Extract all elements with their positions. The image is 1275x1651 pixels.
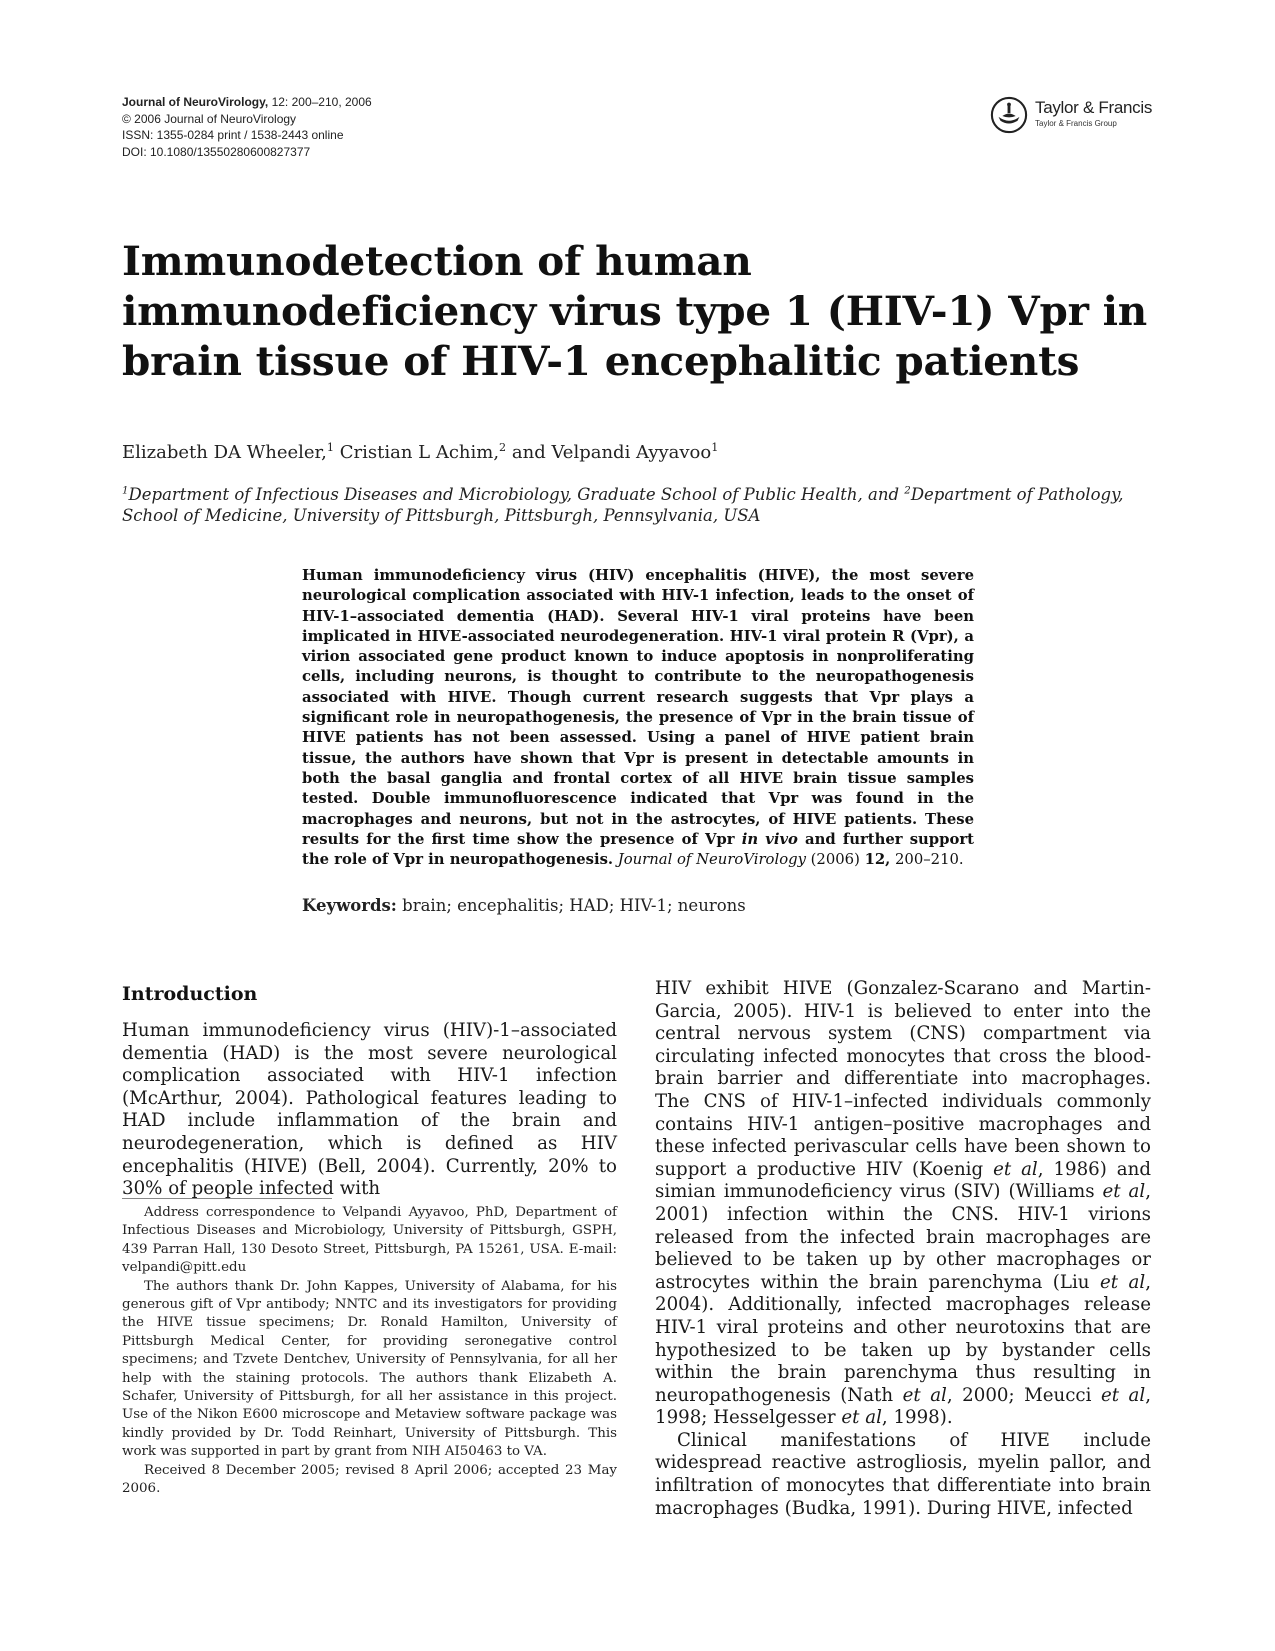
journal-volume: 12: 200–210, 2006 <box>268 95 372 109</box>
et-al: et al <box>1100 1384 1146 1406</box>
journal-header <box>122 94 372 160</box>
affiliation-1: Department of Infectious Diseases and Microbiology, Graduate School of Public Health, and <box>128 485 905 504</box>
author-2-affiliation: 2 <box>499 441 507 454</box>
text-run: HIV exhibit HIVE (Gonzalez-Scarano and Martin-Garcia, 2005). HIV-1 is believed to enter into the central nervous system (CNS) compartment via circulating infected monocytes that cross the blood-brain barrier and differentiate into macrophages. The CNS of HIV-1–infected individuals commonly contains HIV-1 antigen–positive macrophages and these infected perivascular cells have been shown to support a productive HIV (Koenig <box>655 978 1151 1180</box>
footnote-correspondence: Address correspondence to Velpandi Ayyavoo, PhD, Department of Infectious Diseases and Microbiology, University of Pittsburgh, GSPH, 439 Parran Hall, 130 Desoto Street, Pittsburgh, PA 15261, USA. E-mail: velpandi@pitt.edu <box>122 1205 617 1276</box>
footnote-acknowledgments: The authors thank Dr. John Kappes, University of Alabama, for his generous gift of Vpr antibody; NNTC and its investigators for providing the HIVE tissue specimens; Dr. Ronald Hamilton, University of Pittsburgh Medical Center, for providing seronegative control specimens; and Tzvete Dentchev, University of Pennsylvania, for all her help with the staining protocols. The authors thank Elizabeth A. Schafer, University of Pittsburgh, for all her assistance in this project. Use of the Nikon E600 microscope and Metaview software package was kindly provided by Dr. Todd Reinhart, University of Pittsburgh. This work was supported in part by grant from NIH AI50463 to VA. <box>122 1278 617 1460</box>
abstract-body: Human immunodeficiency virus (HIV) encephalitis (HIVE), the most severe neurological complication associated with HIV-1 infection, leads to the onset of HIV-1–associated dementia (HAD). Several HIV-1 viral proteins have been implicated in HIVE-associated neurodegeneration. HIV-1 viral protein R (Vpr), a virion associated gene product known to induce apoptosis in nonproliferating cells, including neurons, is thought to contribute to the neuropathogenesis associated with HIVE. Though current research suggests that Vpr plays a significant role in neuropathogenesis, the presence of Vpr in the brain tissue of HIVE patients has not been assessed. Using a panel of HIVE patient brain tissue, the authors have shown that Vpr is present in detectable amounts in both the basal ganglia and frontal cortex of all HIVE brain tissue samples tested. Double immunofluorescence indicated that Vpr was found in the macrophages and neurons, but not in the astrocytes, of HIVE patients. These results for the first time show the presence of Vpr <box>302 567 974 848</box>
footnotes <box>122 1204 617 1499</box>
et-al: et al <box>993 1158 1038 1180</box>
intro-column-right <box>655 978 1151 1520</box>
affiliation-2-mark: 2 <box>904 485 911 497</box>
et-al: et al <box>902 1384 947 1406</box>
keywords <box>302 895 746 917</box>
publisher-group: Taylor & Francis Group <box>1035 119 1117 128</box>
abstract-in-vivo: in vivo <box>741 830 798 848</box>
affiliation-1-mark: 1 <box>122 485 129 497</box>
text-run: , 1998). <box>881 1407 953 1429</box>
publisher-logo <box>990 92 1160 142</box>
author-1: Elizabeth DA Wheeler, <box>122 442 327 463</box>
keywords-label: Keywords: <box>302 896 397 915</box>
author-1-affiliation: 1 <box>326 441 335 454</box>
footnote-received: Received 8 December 2005; revised 8 April 2006; accepted 23 May 2006. <box>122 1462 617 1497</box>
intro-paragraph-right-1 <box>655 978 1151 1430</box>
journal-name: Journal of NeuroVirology, <box>122 95 269 109</box>
taylor-francis-logo-icon <box>990 96 1028 134</box>
author-2: Cristian L Achim, <box>334 442 500 463</box>
section-heading-introduction: Introduction <box>122 983 258 1005</box>
et-al: et al <box>1099 1271 1146 1293</box>
copyright-line: © 2006 Journal of NeuroVirology <box>122 111 297 126</box>
author-3-affiliation: 1 <box>711 441 719 454</box>
abstract <box>302 566 974 870</box>
affiliation-2: Department of Pathology, <box>910 485 1124 504</box>
affiliation-line-1 <box>122 484 1172 505</box>
citation-year: (2006) <box>805 851 865 869</box>
abstract-citation <box>613 851 964 868</box>
publisher-name: Taylor & Francis <box>1035 98 1153 117</box>
affiliations <box>122 484 1172 526</box>
keywords-list: brain; encephalitis; HAD; HIV-1; neurons <box>396 896 746 915</box>
footnote-divider <box>122 1198 332 1199</box>
text-run: , 1998; Hesselgesser <box>655 1384 1151 1429</box>
doi-line: DOI: 10.1080/13550280600827377 <box>122 144 311 159</box>
text-run: , 2001) infection within the CNS. HIV-1 virions released from the infected brain macrophages are believed to be taken up by other macrophages or astrocytes within the brain parenchyma (Liu <box>655 1181 1151 1293</box>
text-run: , 2000; Meucci <box>946 1384 1101 1406</box>
intro-paragraph-left: Human immunodeficiency virus (HIV)-1–associated dementia (HAD) is the most severe neurological complication associated with HIV-1 infection (McArthur, 2004). Pathological features leading to HAD include inflammation of the brain and neurodegeneration, which is defined as HIV encephalitis (HIVE) (Bell, 2004). Currently, 20% to 30% of people infected with <box>122 1020 617 1200</box>
affiliation-line-2: School of Medicine, University of Pittsburgh, Pittsburgh, Pennsylvania, USA <box>122 506 761 525</box>
citation-volume: 12, <box>864 851 891 869</box>
text-run: , 1986) and simian immunodeficiency virus (SIV) (Williams <box>655 1158 1151 1203</box>
issn-line: ISSN: 1355-0284 print / 1538-2443 online <box>122 128 344 142</box>
citation-pages: 200–210. <box>890 851 964 869</box>
et-al: et al <box>841 1407 882 1429</box>
journal-citation-line <box>122 94 372 111</box>
author-list <box>122 441 718 465</box>
abstract-body-end: and further support the role of Vpr in neuropathogenesis. <box>302 830 975 869</box>
et-al: et al <box>1102 1181 1146 1203</box>
text-run: , 2004). Additionally, infected macrophages release HIV-1 viral proteins and other neurotoxins that are hypothesized to be taken up by bystander cells within the brain parenchyma thus resulting in neuropathogenesis (Nath <box>655 1271 1151 1406</box>
citation-journal: Journal of NeuroVirology <box>617 851 806 869</box>
article-title: Immunodetection of human immunodeficiency virus type 1 (HIV-1) Vpr in brain tissue of HIV-1 encephalitic patients <box>122 237 1148 385</box>
author-3: and Velpandi Ayyavoo <box>506 442 712 463</box>
intro-paragraph-right-2: Clinical manifestations of HIVE include widespread reactive astrogliosis, myelin pallor, and infiltration of monocytes that differentiate into brain macrophages (Budka, 1991). During HIVE, infected <box>655 1429 1151 1519</box>
